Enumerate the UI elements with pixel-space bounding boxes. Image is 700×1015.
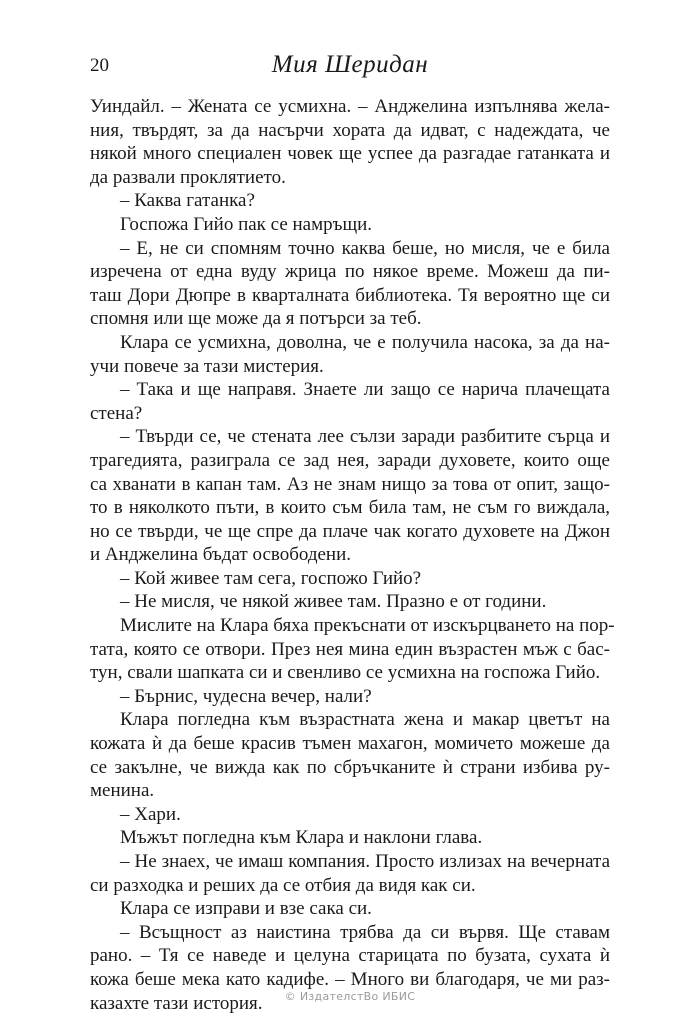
publisher-copyright: © ИздателстВо ИБИС [284,990,416,1003]
text-line: – Не мисля, че някой живее там. Празно е от години. [120,591,547,613]
text-line: тата, която се отвори. През нея мина един възрастен мъж с бас- [90,638,610,660]
text-line: казахте тази история. [90,992,263,1014]
text-line: таш Дори Дюпре в кварталната библиотека. Тя вероятно ще си [90,284,610,306]
text-line: рано. – Тя се наведе и целуна старицата по бузата, сухата ѝ [90,945,610,967]
text-line: и Анджелина бъдат освободени. [90,544,352,566]
text-line: са хванати в капан там. Аз не знам нищо за това от опит, защо- [90,473,610,495]
text-line: Мислите на Клара бяха прекъснати от изскърцването на пор- [120,615,615,637]
text-line: спомня или ще може да я потърси за теб. [90,308,422,330]
text-line: Уиндайл. – Жената се усмихна. – Анджелина изпълнява жела- [90,96,610,117]
text-line: – Е, не си спомням точно каква беше, но мисля, че е била [120,237,610,259]
text-line: – Хари. [120,803,181,825]
text-line: – Каква гатанка? [120,190,255,212]
text-line: някой много специален човек ще успее да разгадае гатанката и [90,143,610,165]
text-line: – Така и ще направя. Знаете ли защо се нарича плачещата [120,379,610,401]
page-number: 20 [90,55,109,76]
text-line: – Не знаех, че имаш компания. Просто излизах на вечерната [120,851,610,872]
text-line: Мъжът погледна към Клара и наклони глава. [120,827,483,849]
text-line: – Твърди се, че стената лее сълзи заради разбитите сърца и [120,426,610,448]
text-line: но се твърди, че ще спре да плаче чак когато духовете на Джон [90,520,610,542]
text-line: се закълне, че вижда как по сбръчканите ѝ страни избива ру- [90,756,610,778]
text-line: Клара се усмихна, доволна, че е получила насока, за да на- [120,331,610,353]
text-line: кожа беше мека като кадифе. – Много ви благодаря, че ми раз- [90,968,610,990]
text-line: – Кой живее там сега, госпожо Гийо? [120,567,422,589]
text-line: – Всъщност аз наистина трябва да си вървя. Ще ставам [120,921,610,943]
text-line: тун, свали шапката си и свенливо се усмихна на госпожа Гийо. [90,662,601,684]
text-line: си разходка и реших да се отбия да видя как си. [90,874,476,896]
text-line: – Бърнис, чудесна вечер, нали? [120,685,372,707]
text-line: то в няколкото пъти, в които съм била там, не съм го виждала, [90,497,610,519]
text-line: трагедията, разиграла се зад нея, заради духовете, които още [90,449,610,471]
text-line: да развали проклятието. [90,166,286,188]
running-title: Мия Шеридан [271,51,429,78]
text-line: Клара се изправи и взе сака си. [120,898,372,920]
text-line: кожата ѝ да беше красив тъмен махагон, момичето можеше да [90,733,610,755]
body-text [90,95,615,1015]
text-line: изречена от една вуду жрица по някое време. Можеш да пи- [90,261,610,283]
text-line: Клара погледна към възрастната жена и макар цветът на [120,709,610,731]
text-line: менина. [90,780,155,802]
text-line: учи повече за тази мистерия. [90,355,324,377]
text-line: ния, твърдят, за да насърчи хората да идват, с надеждата, че [90,119,610,141]
text-line: стена? [90,402,143,424]
text-line: Госпожа Гийо пак се намръщи. [120,213,373,235]
